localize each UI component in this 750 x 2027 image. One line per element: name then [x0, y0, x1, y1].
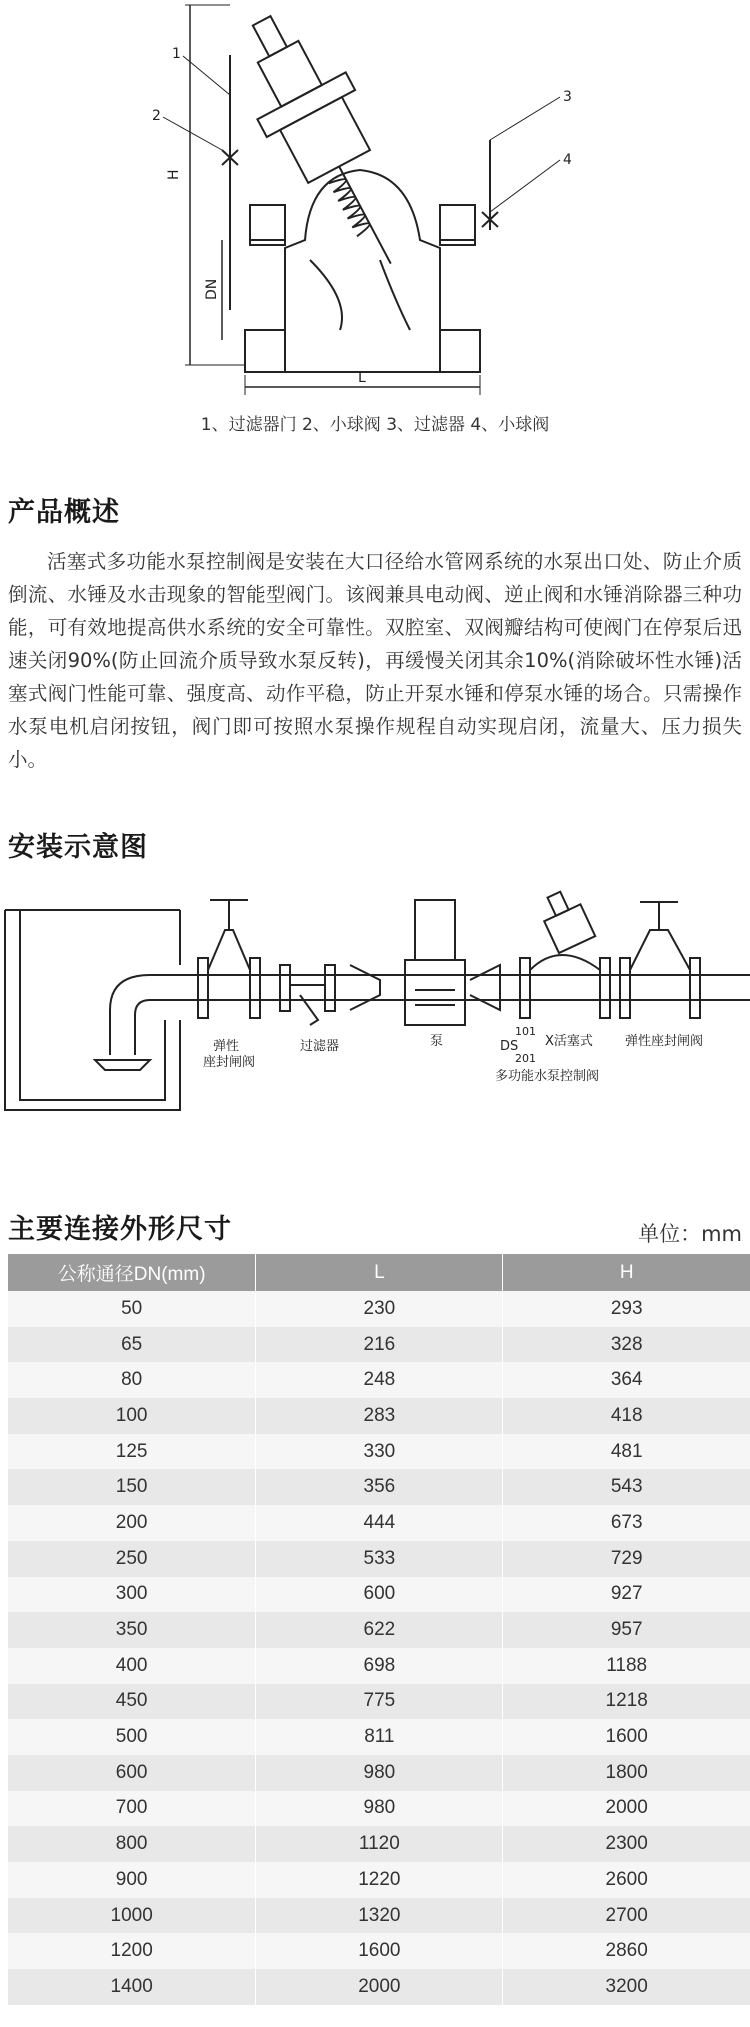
label-gate-2: 弹性座封闸阀: [625, 1034, 704, 1049]
cell-h: 1218: [503, 1684, 750, 1720]
label-x: X活塞式: [545, 1034, 593, 1049]
pump-body: [405, 960, 465, 1025]
cell-h: 1600: [503, 1719, 750, 1755]
cell-h: 293: [503, 1291, 750, 1327]
cell-h: 2600: [503, 1862, 750, 1898]
label-ds: DS: [500, 1039, 519, 1054]
cell-h: 3200: [503, 1969, 750, 2005]
cell-l: 1320: [256, 1898, 503, 1934]
cell-h: 2860: [503, 1933, 750, 1969]
table-row: [8, 1648, 750, 1684]
cell-l: 1600: [256, 1933, 503, 1969]
cell-h: 418: [503, 1398, 750, 1434]
cell-dn: 400: [8, 1648, 256, 1684]
overview-text: 活塞式多功能水泵控制阀是安装在大口径给水管网系统的水泵出口处、防止介质倒流、水锤及水击现象的智能型阀门。该阀兼具电动阀、逆止阀和水锤消除器三种功能，可有效地提高供水系统的安全可靠性。双腔室、双阀瓣结构可使阀门在停泵后迅速关闭90%(防止回流介质导致水泵反转)，再缓慢关闭其余10%(消除破坏性水锤)活塞式阀门性能可靠、强度高、动作平稳，防止开泵水锤和停泵水锤的场合。只需操作水泵电机启闭按钮，阀门即可按照水泵操作规程自动实现启闭，流量大、压力损失小。: [8, 550, 742, 771]
cell-dn: 50: [8, 1291, 256, 1327]
dim-h-label: H: [166, 169, 182, 180]
label-filter: 过滤器: [300, 1039, 340, 1054]
cell-l: 698: [256, 1648, 503, 1684]
cell-dn: 500: [8, 1719, 256, 1755]
label-101: 101: [515, 1025, 536, 1038]
table-row: [8, 1291, 750, 1327]
cell-dn: 900: [8, 1862, 256, 1898]
cell-l: 216: [256, 1327, 503, 1363]
cell-dn: 200: [8, 1505, 256, 1541]
cell-l: 775: [256, 1684, 503, 1720]
label-gate-1a: 弹性: [213, 1039, 240, 1054]
cell-h: 729: [503, 1541, 750, 1577]
cell-dn: 1200: [8, 1933, 256, 1969]
cell-dn: 125: [8, 1434, 256, 1470]
dimension-table: [8, 1254, 750, 2005]
table-row: [8, 1826, 750, 1862]
table-row: [8, 1469, 750, 1505]
callout-2: 2: [152, 108, 161, 124]
label-pump: 泵: [430, 1034, 444, 1049]
cell-dn: 1000: [8, 1898, 256, 1934]
cell-h: 1800: [503, 1755, 750, 1791]
cell-h: 2300: [503, 1826, 750, 1862]
cell-h: 2700: [503, 1898, 750, 1934]
cell-l: 980: [256, 1791, 503, 1827]
dim-dn-label: DN: [204, 278, 220, 300]
table-header-row: [8, 1254, 750, 1291]
callout-1: 1: [172, 46, 181, 62]
header-dn: 公称通径DN(mm): [8, 1254, 256, 1291]
label-gate-1b: 座封闸阀: [203, 1055, 256, 1070]
table-row: [8, 1541, 750, 1577]
table-row: [8, 1327, 750, 1363]
cell-h: 328: [503, 1327, 750, 1363]
cell-l: 283: [256, 1398, 503, 1434]
table-row: [8, 1505, 750, 1541]
cell-h: 1188: [503, 1648, 750, 1684]
cell-h: 364: [503, 1362, 750, 1398]
label-multi: 多功能水泵控制阀: [495, 1069, 600, 1084]
main-pipe: [205, 975, 750, 1000]
dim-l-label: L: [358, 370, 366, 386]
cell-dn: 80: [8, 1362, 256, 1398]
cell-dn: 600: [8, 1755, 256, 1791]
cell-dn: 800: [8, 1826, 256, 1862]
pump-motor: [415, 900, 455, 960]
cell-l: 533: [256, 1541, 503, 1577]
cell-l: 248: [256, 1362, 503, 1398]
cell-dn: 65: [8, 1327, 256, 1363]
header-h: H: [503, 1254, 750, 1291]
cell-dn: 150: [8, 1469, 256, 1505]
cell-dn: 250: [8, 1541, 256, 1577]
water-tank: [5, 910, 180, 1110]
inlet-flange: [245, 330, 285, 372]
cell-l: 444: [256, 1505, 503, 1541]
cell-dn: 100: [8, 1398, 256, 1434]
outlet-flange: [440, 330, 480, 372]
table-row: [8, 1362, 750, 1398]
unit-label: 单位：mm: [638, 1222, 742, 1246]
cell-h: 957: [503, 1612, 750, 1648]
callout-4: 4: [563, 152, 572, 168]
cell-h: 481: [503, 1434, 750, 1470]
install-title: 安装示意图: [8, 832, 148, 863]
table-row: [8, 1755, 750, 1791]
cell-dn: 350: [8, 1612, 256, 1648]
drawing-caption: 1、过滤器门 2、小球阀 3、过滤器 4、小球阀: [200, 415, 550, 435]
header-l: L: [256, 1254, 503, 1291]
callout-3: 3: [563, 89, 572, 105]
cell-h: 673: [503, 1505, 750, 1541]
cell-l: 2000: [256, 1969, 503, 2005]
table-row: [8, 1612, 750, 1648]
cell-dn: 300: [8, 1577, 256, 1613]
table-row: [8, 1398, 750, 1434]
table-title: 主要连接外形尺寸: [8, 1214, 232, 1245]
valve-dimension-drawing: [0, 0, 750, 400]
cell-h: 2000: [503, 1791, 750, 1827]
cell-l: 980: [256, 1755, 503, 1791]
cell-l: 811: [256, 1719, 503, 1755]
table-row: [8, 1719, 750, 1755]
cell-dn: 700: [8, 1791, 256, 1827]
cell-dn: 450: [8, 1684, 256, 1720]
cell-dn: 1400: [8, 1969, 256, 2005]
table-row: [8, 1434, 750, 1470]
overview-title: 产品概述: [8, 497, 120, 528]
installation-diagram: [0, 890, 750, 1130]
cell-h: 543: [503, 1469, 750, 1505]
cell-l: 1120: [256, 1826, 503, 1862]
table-row: [8, 1969, 750, 2005]
cell-l: 356: [256, 1469, 503, 1505]
cell-l: 330: [256, 1434, 503, 1470]
table-row: [8, 1898, 750, 1934]
table-row: [8, 1862, 750, 1898]
cell-l: 622: [256, 1612, 503, 1648]
valve-body: [285, 170, 440, 372]
table-body: [8, 1291, 750, 2005]
cell-h: 927: [503, 1577, 750, 1613]
table-row: [8, 1684, 750, 1720]
label-201: 201: [515, 1052, 536, 1065]
cell-l: 600: [256, 1577, 503, 1613]
table-row: [8, 1577, 750, 1613]
cell-l: 230: [256, 1291, 503, 1327]
table-row: [8, 1933, 750, 1969]
cell-l: 1220: [256, 1862, 503, 1898]
table-row: [8, 1791, 750, 1827]
